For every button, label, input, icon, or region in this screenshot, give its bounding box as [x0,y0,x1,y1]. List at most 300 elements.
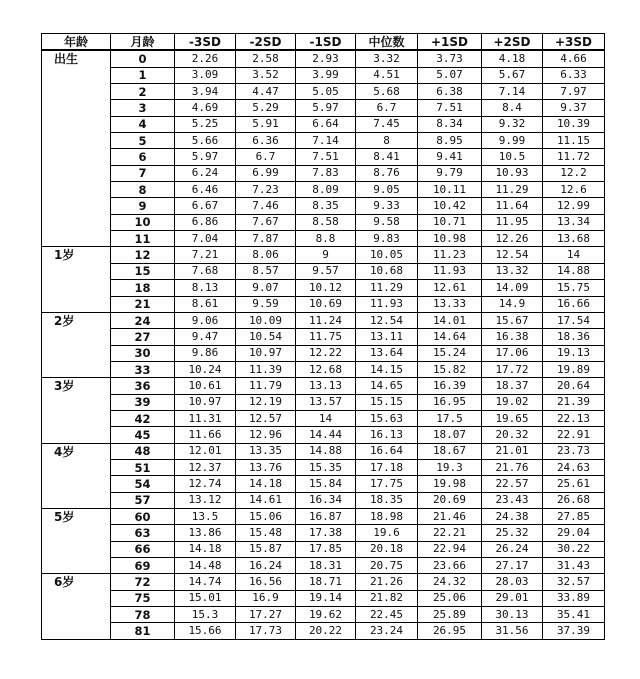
value-cell-minus-3sd: 9.86 [175,345,236,361]
value-cell-plus-2sd: 9.99 [482,133,543,149]
age-cell [42,492,111,508]
value-cell-minus-1sd: 7.83 [296,165,356,181]
table-row [42,296,605,312]
month-cell: 15 [111,263,175,279]
table-row [42,508,605,524]
age-cell [42,296,111,312]
value-cell-minus-2sd: 6.99 [236,165,296,181]
value-cell-median: 18.98 [356,508,418,524]
table-row [42,459,605,475]
value-cell-plus-3sd: 22.91 [543,427,605,443]
month-cell: 48 [111,443,175,459]
value-cell-plus-1sd: 18.07 [418,427,482,443]
age-cell [42,100,111,116]
table-row [42,133,605,149]
value-cell-minus-1sd: 19.62 [296,607,356,623]
value-cell-minus-3sd: 13.12 [175,492,236,508]
table-row [42,361,605,377]
value-cell-minus-1sd: 7.51 [296,149,356,165]
age-cell [42,198,111,214]
value-cell-minus-1sd: 14 [296,410,356,426]
value-cell-minus-1sd: 15.84 [296,476,356,492]
value-cell-plus-3sd: 16.66 [543,296,605,312]
value-cell-plus-3sd: 12.99 [543,198,605,214]
value-cell-minus-2sd: 5.91 [236,116,296,132]
table-row [42,116,605,132]
value-cell-plus-3sd: 27.85 [543,508,605,524]
value-cell-median: 9.33 [356,198,418,214]
value-cell-plus-3sd: 22.13 [543,410,605,426]
month-cell: 81 [111,623,175,639]
value-cell-minus-3sd: 6.24 [175,165,236,181]
value-cell-minus-3sd: 4.69 [175,100,236,116]
age-cell [42,280,111,296]
month-cell: 42 [111,410,175,426]
value-cell-plus-2sd: 17.72 [482,361,543,377]
month-cell: 33 [111,361,175,377]
value-cell-minus-1sd: 11.75 [296,329,356,345]
table-row [42,263,605,279]
table-row [42,312,605,328]
value-cell-minus-2sd: 2.58 [236,50,296,67]
value-cell-median: 15.63 [356,410,418,426]
value-cell-minus-2sd: 15.87 [236,541,296,557]
month-cell: 1 [111,67,175,83]
value-cell-median: 21.82 [356,590,418,606]
value-cell-plus-3sd: 24.63 [543,459,605,475]
value-cell-minus-3sd: 13.86 [175,525,236,541]
age-cell [42,476,111,492]
age-cell [42,394,111,410]
value-cell-minus-1sd: 10.12 [296,280,356,296]
month-cell: 8 [111,182,175,198]
value-cell-minus-3sd: 2.26 [175,50,236,67]
age-cell: 5岁 [42,508,111,524]
value-cell-plus-1sd: 14.01 [418,312,482,328]
table-row [42,198,605,214]
value-cell-plus-1sd: 10.98 [418,231,482,247]
age-cell [42,214,111,230]
value-cell-plus-1sd: 7.51 [418,100,482,116]
age-cell [42,263,111,279]
value-cell-plus-3sd: 19.13 [543,345,605,361]
month-cell: 12 [111,247,175,263]
value-cell-minus-3sd: 11.31 [175,410,236,426]
value-cell-minus-1sd: 8.58 [296,214,356,230]
month-cell: 6 [111,149,175,165]
value-cell-plus-2sd: 4.18 [482,50,543,67]
age-cell [42,558,111,574]
table-row [42,590,605,606]
age-cell [42,541,111,557]
value-cell-minus-1sd: 7.14 [296,133,356,149]
value-cell-minus-3sd: 8.61 [175,296,236,312]
value-cell-minus-2sd: 12.57 [236,410,296,426]
month-cell: 24 [111,312,175,328]
table-row [42,476,605,492]
value-cell-plus-2sd: 28.03 [482,574,543,590]
month-cell: 3 [111,100,175,116]
value-cell-plus-1sd: 3.73 [418,50,482,67]
value-cell-minus-1sd: 9 [296,247,356,263]
value-cell-minus-1sd: 17.38 [296,525,356,541]
value-cell-plus-1sd: 9.41 [418,149,482,165]
table-row [42,558,605,574]
value-cell-plus-3sd: 32.57 [543,574,605,590]
value-cell-plus-1sd: 22.94 [418,541,482,557]
value-cell-minus-1sd: 16.87 [296,508,356,524]
table-row [42,329,605,345]
table-row [42,574,605,590]
value-cell-minus-1sd: 19.14 [296,590,356,606]
value-cell-plus-3sd: 31.43 [543,558,605,574]
value-cell-plus-1sd: 6.38 [418,84,482,100]
value-cell-minus-2sd: 4.47 [236,84,296,100]
value-cell-minus-2sd: 14.18 [236,476,296,492]
month-cell: 10 [111,214,175,230]
value-cell-minus-2sd: 6.7 [236,149,296,165]
table-row [42,182,605,198]
month-cell: 27 [111,329,175,345]
value-cell-plus-3sd: 12.6 [543,182,605,198]
month-cell: 11 [111,231,175,247]
age-cell: 出生 [42,50,111,67]
value-cell-plus-2sd: 11.64 [482,198,543,214]
value-cell-median: 13.64 [356,345,418,361]
age-cell [42,149,111,165]
value-cell-median: 11.93 [356,296,418,312]
value-cell-plus-2sd: 10.5 [482,149,543,165]
value-cell-median: 10.68 [356,263,418,279]
age-cell: 1岁 [42,247,111,263]
table-row [42,247,605,263]
table-row [42,394,605,410]
value-cell-median: 14.65 [356,378,418,394]
value-cell-plus-1sd: 11.23 [418,247,482,263]
value-cell-plus-2sd: 12.26 [482,231,543,247]
value-cell-plus-1sd: 10.42 [418,198,482,214]
header-month: 月龄 [111,34,175,51]
month-cell: 60 [111,508,175,524]
age-cell [42,165,111,181]
value-cell-plus-1sd: 8.95 [418,133,482,149]
value-cell-median: 20.18 [356,541,418,557]
value-cell-plus-3sd: 19.89 [543,361,605,377]
value-cell-minus-2sd: 7.87 [236,231,296,247]
value-cell-minus-1sd: 20.22 [296,623,356,639]
value-cell-plus-3sd: 29.04 [543,525,605,541]
value-cell-median: 19.6 [356,525,418,541]
value-cell-minus-1sd: 10.69 [296,296,356,312]
value-cell-minus-3sd: 5.66 [175,133,236,149]
month-cell: 45 [111,427,175,443]
value-cell-minus-2sd: 9.59 [236,296,296,312]
table-row [42,100,605,116]
value-cell-plus-3sd: 6.33 [543,67,605,83]
value-cell-median: 4.51 [356,67,418,83]
value-cell-minus-3sd: 14.18 [175,541,236,557]
value-cell-median: 10.05 [356,247,418,263]
value-cell-median: 13.11 [356,329,418,345]
table-row [42,541,605,557]
header-plus-3sd: +3SD [543,34,605,51]
age-cell [42,182,111,198]
value-cell-median: 9.83 [356,231,418,247]
value-cell-minus-3sd: 14.74 [175,574,236,590]
value-cell-minus-2sd: 13.35 [236,443,296,459]
value-cell-minus-1sd: 3.99 [296,67,356,83]
value-cell-plus-2sd: 18.37 [482,378,543,394]
month-cell: 63 [111,525,175,541]
value-cell-median: 16.13 [356,427,418,443]
month-cell: 7 [111,165,175,181]
value-cell-minus-2sd: 15.48 [236,525,296,541]
value-cell-minus-3sd: 12.74 [175,476,236,492]
value-cell-minus-2sd: 11.79 [236,378,296,394]
value-cell-minus-3sd: 10.97 [175,394,236,410]
month-cell: 0 [111,50,175,67]
month-cell: 5 [111,133,175,149]
value-cell-plus-2sd: 21.76 [482,459,543,475]
value-cell-plus-1sd: 17.5 [418,410,482,426]
table-row [42,623,605,639]
value-cell-minus-1sd: 14.88 [296,443,356,459]
value-cell-minus-2sd: 5.29 [236,100,296,116]
age-cell [42,427,111,443]
value-cell-plus-2sd: 21.01 [482,443,543,459]
value-cell-median: 8.41 [356,149,418,165]
value-cell-plus-1sd: 11.93 [418,263,482,279]
value-cell-minus-3sd: 15.01 [175,590,236,606]
value-cell-plus-1sd: 19.3 [418,459,482,475]
value-cell-plus-3sd: 4.66 [543,50,605,67]
value-cell-minus-2sd: 10.54 [236,329,296,345]
value-cell-median: 18.35 [356,492,418,508]
value-cell-minus-1sd: 8.35 [296,198,356,214]
value-cell-plus-3sd: 26.68 [543,492,605,508]
table-row [42,378,605,394]
weight-table-container [41,33,605,640]
value-cell-minus-2sd: 8.06 [236,247,296,263]
value-cell-minus-3sd: 13.5 [175,508,236,524]
value-cell-minus-2sd: 16.9 [236,590,296,606]
value-cell-median: 6.7 [356,100,418,116]
value-cell-plus-2sd: 17.06 [482,345,543,361]
age-cell [42,329,111,345]
month-cell: 72 [111,574,175,590]
value-cell-plus-1sd: 19.98 [418,476,482,492]
header-median: 中位数 [356,34,418,51]
value-cell-minus-2sd: 14.61 [236,492,296,508]
value-cell-minus-3sd: 15.3 [175,607,236,623]
table-row [42,165,605,181]
value-cell-median: 9.58 [356,214,418,230]
value-cell-plus-3sd: 37.39 [543,623,605,639]
value-cell-minus-3sd: 5.25 [175,116,236,132]
value-cell-median: 17.75 [356,476,418,492]
value-cell-minus-1sd: 13.13 [296,378,356,394]
value-cell-minus-2sd: 7.67 [236,214,296,230]
value-cell-plus-3sd: 7.97 [543,84,605,100]
value-cell-plus-2sd: 10.93 [482,165,543,181]
value-cell-plus-2sd: 7.14 [482,84,543,100]
value-cell-plus-3sd: 13.68 [543,231,605,247]
value-cell-plus-2sd: 24.38 [482,508,543,524]
value-cell-median: 22.45 [356,607,418,623]
value-cell-plus-2sd: 25.32 [482,525,543,541]
value-cell-minus-1sd: 14.44 [296,427,356,443]
value-cell-plus-3sd: 30.22 [543,541,605,557]
age-cell [42,459,111,475]
value-cell-minus-3sd: 15.66 [175,623,236,639]
month-cell: 75 [111,590,175,606]
month-cell: 30 [111,345,175,361]
table-row [42,149,605,165]
value-cell-plus-3sd: 20.64 [543,378,605,394]
value-cell-plus-2sd: 11.29 [482,182,543,198]
value-cell-plus-1sd: 10.11 [418,182,482,198]
value-cell-median: 12.54 [356,312,418,328]
value-cell-median: 14.15 [356,361,418,377]
value-cell-minus-1sd: 18.71 [296,574,356,590]
header-minus-3sd: -3SD [175,34,236,51]
age-cell [42,410,111,426]
value-cell-minus-1sd: 5.05 [296,84,356,100]
value-cell-minus-2sd: 6.36 [236,133,296,149]
value-cell-plus-1sd: 12.61 [418,280,482,296]
value-cell-minus-3sd: 6.46 [175,182,236,198]
month-cell: 57 [111,492,175,508]
value-cell-median: 11.29 [356,280,418,296]
value-cell-plus-1sd: 15.24 [418,345,482,361]
month-cell: 21 [111,296,175,312]
age-cell [42,361,111,377]
value-cell-minus-3sd: 7.68 [175,263,236,279]
value-cell-minus-2sd: 16.56 [236,574,296,590]
value-cell-plus-2sd: 27.17 [482,558,543,574]
value-cell-plus-2sd: 26.24 [482,541,543,557]
value-cell-minus-3sd: 7.04 [175,231,236,247]
value-cell-plus-2sd: 20.32 [482,427,543,443]
value-cell-minus-3sd: 8.13 [175,280,236,296]
value-cell-plus-2sd: 8.4 [482,100,543,116]
header-minus-2sd: -2SD [236,34,296,51]
age-cell [42,84,111,100]
age-cell [42,116,111,132]
month-cell: 54 [111,476,175,492]
value-cell-minus-2sd: 10.97 [236,345,296,361]
value-cell-minus-2sd: 7.46 [236,198,296,214]
value-cell-plus-1sd: 15.82 [418,361,482,377]
value-cell-plus-2sd: 5.67 [482,67,543,83]
value-cell-plus-3sd: 17.54 [543,312,605,328]
value-cell-minus-1sd: 17.85 [296,541,356,557]
table-row [42,427,605,443]
value-cell-median: 8 [356,133,418,149]
value-cell-plus-1sd: 21.46 [418,508,482,524]
value-cell-minus-2sd: 7.23 [236,182,296,198]
month-cell: 18 [111,280,175,296]
value-cell-plus-1sd: 9.79 [418,165,482,181]
table-row [42,345,605,361]
value-cell-minus-3sd: 5.97 [175,149,236,165]
value-cell-minus-3sd: 12.01 [175,443,236,459]
value-cell-minus-3sd: 10.24 [175,361,236,377]
age-cell [42,525,111,541]
header-row [42,34,605,51]
value-cell-median: 23.24 [356,623,418,639]
table-row [42,231,605,247]
value-cell-median: 3.32 [356,50,418,67]
weight-percentile-table [41,33,605,640]
value-cell-minus-3sd: 10.61 [175,378,236,394]
value-cell-plus-3sd: 15.75 [543,280,605,296]
value-cell-minus-1sd: 15.35 [296,459,356,475]
value-cell-plus-3sd: 21.39 [543,394,605,410]
value-cell-minus-1sd: 12.68 [296,361,356,377]
value-cell-plus-3sd: 11.72 [543,149,605,165]
table-row [42,492,605,508]
value-cell-plus-3sd: 18.36 [543,329,605,345]
value-cell-plus-1sd: 5.07 [418,67,482,83]
header-minus-1sd: -1SD [296,34,356,51]
value-cell-minus-1sd: 18.31 [296,558,356,574]
value-cell-minus-2sd: 13.76 [236,459,296,475]
age-cell [42,607,111,623]
value-cell-plus-3sd: 25.61 [543,476,605,492]
month-cell: 78 [111,607,175,623]
age-cell [42,67,111,83]
value-cell-median: 5.68 [356,84,418,100]
value-cell-median: 21.26 [356,574,418,590]
value-cell-minus-3sd: 12.37 [175,459,236,475]
value-cell-median: 17.18 [356,459,418,475]
value-cell-minus-2sd: 15.06 [236,508,296,524]
value-cell-plus-3sd: 11.15 [543,133,605,149]
header-plus-1sd: +1SD [418,34,482,51]
value-cell-plus-1sd: 22.21 [418,525,482,541]
value-cell-plus-2sd: 13.32 [482,263,543,279]
value-cell-plus-2sd: 23.43 [482,492,543,508]
age-cell: 2岁 [42,312,111,328]
table-row [42,410,605,426]
table-row [42,67,605,83]
value-cell-median: 16.64 [356,443,418,459]
value-cell-median: 8.76 [356,165,418,181]
age-cell [42,133,111,149]
value-cell-minus-2sd: 3.52 [236,67,296,83]
value-cell-median: 15.15 [356,394,418,410]
value-cell-minus-3sd: 11.66 [175,427,236,443]
table-row [42,84,605,100]
value-cell-minus-2sd: 16.24 [236,558,296,574]
value-cell-plus-3sd: 33.89 [543,590,605,606]
value-cell-minus-3sd: 9.06 [175,312,236,328]
value-cell-plus-1sd: 18.67 [418,443,482,459]
value-cell-plus-2sd: 31.56 [482,623,543,639]
value-cell-minus-1sd: 5.97 [296,100,356,116]
value-cell-minus-3sd: 3.94 [175,84,236,100]
age-cell [42,590,111,606]
month-cell: 2 [111,84,175,100]
value-cell-minus-1sd: 13.57 [296,394,356,410]
value-cell-minus-1sd: 8.09 [296,182,356,198]
table-row [42,443,605,459]
value-cell-median: 9.05 [356,182,418,198]
value-cell-plus-2sd: 9.32 [482,116,543,132]
value-cell-plus-1sd: 25.89 [418,607,482,623]
value-cell-minus-1sd: 6.64 [296,116,356,132]
